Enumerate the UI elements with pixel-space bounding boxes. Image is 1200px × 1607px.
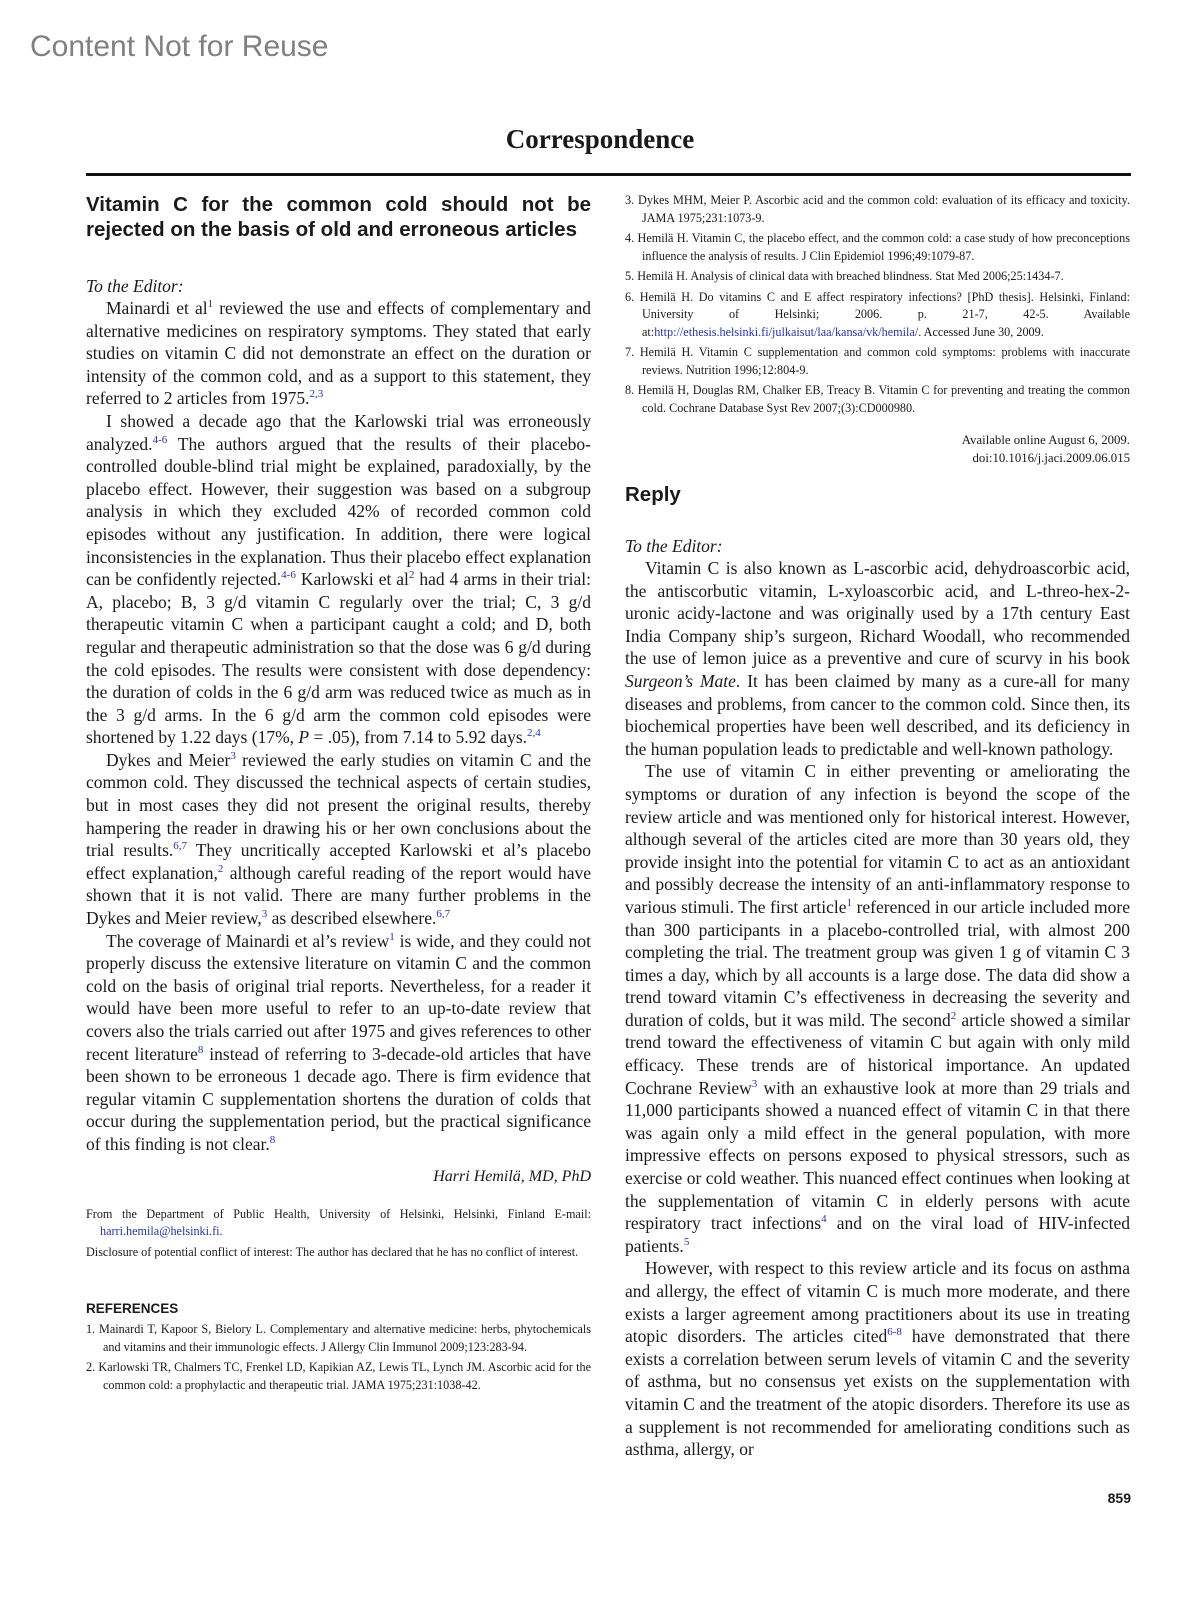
- reply-body: [625, 557, 1130, 1461]
- italic-text: P: [298, 727, 310, 748]
- reference-item: 8. Hemilä H, Douglas RM, Chalker EB, Treacy B. Vitamin C for preventing and treating the common cold. Cochrane Database Syst Rev 2007;(3):CD000980.: [625, 383, 1130, 415]
- reference-item: 1. Mainardi T, Kapoor S, Bielory L. Complementary and alternative medicine: herbs, phytochemicals and vitamins and their immunologic effects. J Allergy Clin Immunol 2009;123:283-94.: [86, 1322, 591, 1354]
- author-email-link[interactable]: harri.hemila@helsinki.fi.: [100, 1224, 223, 1239]
- citation-superscript[interactable]: 2: [217, 863, 224, 876]
- citation-superscript[interactable]: 6-8: [887, 1326, 902, 1339]
- citation-superscript[interactable]: 4: [821, 1213, 827, 1226]
- title-rule: [86, 173, 1131, 176]
- letter-salutation: To the Editor:: [86, 276, 184, 296]
- reference-item: 4. Hemilä H. Vitamin C, the placebo effect, and the common cold: a case study of how preconceptions influence the analysis of results. J Clin Epidemiol 1996;49:1079-87.: [625, 231, 1130, 263]
- citation-superscript[interactable]: 1: [207, 298, 214, 311]
- thesis-link[interactable]: http://ethesis.helsinki.fi/julkaisut/laa/kansa/vk/hemila/: [654, 324, 919, 339]
- affiliation: [86, 1206, 591, 1241]
- citation-superscript[interactable]: 4-6: [152, 433, 168, 446]
- reference-list-part-1: [86, 1321, 591, 1394]
- available-online: Available online August 6, 2009.: [961, 433, 1130, 447]
- body-paragraph: Dykes and Meier$^3$ reviewed the early studies on vitamin C and the common cold. They discussed the technical aspects of certain studies, but in most cases they did not present the original results, thereby hampering the reader in drawing his or her own conclusions about the trial results.$^{6,7}$ They uncritically accepted Karlowski et al’s placebo effect explanation,$^2$ although careful reading of the report would have shown that it is not valid. There are many further problems in the Dykes and Meier review,$^3$ as described elsewhere.$^{6,7}$: [86, 749, 592, 929]
- body-paragraph: However, with respect to this review article and its focus on asthma and allergy, the effect of vitamin C is much more moderate, and there exists a larger agreement among practitioners about its use in treating atopic disorders. The articles cited$^{6-8}$ have demonstrated that there exists a correlation between serum levels of vitamin C and the severity of asthma, but no consensus yet exists on the supplementation with vitamin C and the treatment of the atopic disorders. Therefore its use as a supplement is not recommended for ameliorating conditions such as asthma, allergy, or: [625, 1258, 1131, 1460]
- citation-superscript[interactable]: 3: [751, 1077, 758, 1090]
- italic-text: Surgeon’s Mate: [625, 670, 736, 691]
- doi: doi:10.1016/j.jaci.2009.06.015: [972, 451, 1130, 465]
- reference-text: 6. Hemilä H. Do vitamins C and E affect respiratory infections? [PhD thesis]. Helsinki, Finland: University of Helsinki; 2006. p. 21-7, 42-5. Available at:: [625, 289, 1130, 339]
- publication-info: [625, 431, 1130, 467]
- reply-title: Reply: [625, 483, 681, 506]
- reference-item: 7. Hemilä H. Vitamin C supplementation and common cold symptoms: problems with inaccurate reviews. Nutrition 1996;12:804-9.: [625, 345, 1130, 377]
- left-column: [86, 192, 591, 1397]
- citation-superscript[interactable]: 6,7: [173, 840, 188, 853]
- reference-item: [625, 289, 1130, 342]
- section-title: Correspondence: [505, 124, 695, 154]
- reference-accessed: . Accessed June 30, 2009.: [918, 324, 1044, 339]
- reference-item: 3. Dykes MHM, Meier P. Ascorbic acid and the common cold: evaluation of its efficacy and toxicity. JAMA 1975;231:1073-9.: [625, 193, 1130, 225]
- disclosure: Disclosure of potential conflict of interest: The author has declared that he has no conflict of interest.: [86, 1244, 579, 1259]
- body-paragraph: Vitamin C is also known as L-ascorbic acid, dehydroascorbic acid, the antiscorbutic vitamin, L-xyloascorbic acid, and L-threo-hex-2-uronic acidy-lactone and was originally used by a 17th century East India Company ship’s surgeon, Richard Woodall, who recommended the use of lemon juice as a preventive and cure of scurvy in his book Surgeon’s Mate. It has been claimed by many as a cure-all for many diseases and problems, from cancer to the common cold. Since then, its biochemical properties have been well described, and its deficiency in the human population leads to predictable and well-known pathology.: [625, 558, 1130, 759]
- affiliation-text: From the Department of Public Health, University of Helsinki, Helsinki, Finland E-mail:: [86, 1206, 591, 1221]
- body-paragraph: The coverage of Mainardi et al’s review$^1$ is wide, and they could not properly discuss the extensive literature on vitamin C and the common cold on the basis of original trial reports. Nevertheless, for a reader it would have been more useful to refer to an up-to-date review that covers also the trials carried out after 1975 and gives references to other recent literature$^8$ instead of referring to 3-decade-old articles that have been shown to be erroneous 1 decade ago. There is firm evidence that regular vitamin C supplementation shortens the duration of colds that occur during the supplementation period, but the practical significance of this finding is not clear.$^8$: [86, 930, 592, 1154]
- citation-superscript[interactable]: 4-6: [281, 569, 296, 582]
- body-paragraph: Mainardi et $al^1$ reviewed the use and effects of complementary and alternative medicines on respiratory symptoms. They stated that early studies on vitamin C did not demonstrate an effect on the duration or intensity of the common cold, and as a support to this statement, they referred to 2 articles from 1975.$^{2,3}$: [86, 298, 592, 409]
- references-heading: REFERENCES: [86, 1301, 179, 1317]
- citation-superscript[interactable]: 8: [197, 1043, 204, 1056]
- citation-superscript[interactable]: 3: [261, 908, 268, 921]
- citation-superscript[interactable]: 1: [389, 930, 395, 943]
- citation-superscript[interactable]: 2,4: [527, 727, 541, 740]
- reply-salutation: To the Editor:: [625, 536, 723, 556]
- citation-superscript[interactable]: 2,3: [309, 388, 324, 401]
- citation-superscript[interactable]: 2: [950, 1010, 957, 1023]
- reference-list-part-2: [625, 192, 1130, 417]
- citation-superscript[interactable]: 3: [230, 750, 236, 763]
- citation-superscript[interactable]: 2: [408, 569, 415, 582]
- reference-item: 2. Karlowski TR, Chalmers TC, Frenkel LD, Kapikian AZ, Lewis TL, Lynch JM. Ascorbic acid for the common cold: a prophylactic and therapeutic trial. JAMA 1975;231:1038-42.: [86, 1360, 591, 1392]
- citation-superscript[interactable]: 6,7: [436, 908, 451, 921]
- watermark: Content Not for Reuse: [30, 30, 329, 63]
- reference-item: 5. Hemilä H. Analysis of clinical data with breached blindness. Stat Med 2006;25:1434-7.: [625, 269, 1064, 283]
- citation-superscript[interactable]: 1: [846, 897, 853, 910]
- letter-signature: Harri Hemilä, MD, PhD: [433, 1167, 591, 1185]
- right-column: [625, 192, 1130, 1461]
- letter-body: [86, 297, 591, 1156]
- body-paragraph: The use of vitamin C in either preventing or ameliorating the symptoms or duration of any infection is beyond the scope of the review article and was mentioned only for historical interest. However, although several of the articles cited are more than 30 years old, they provide insight into the potential for vitamin C to act as an antioxidant and possibly decrease the intensity of an anti-inflammatory response to various stimuli. The first article$^1$ referenced in our article included more than 300 participants in a placebo-controlled trial, with almost 200 completing the trial. The treatment group was given 1 g of vitamin C 3 times a day, which by all accounts is a large dose. The data did show a trend toward vitamin C’s effectiveness in decreasing the severity and duration of colds, but it was mild. The second$^2$ article showed a similar trend toward the effectiveness of vitamin C but again with only mild efficacy. These trends are of historical importance. An updated Cochrane Review$^3$ with an exhaustive look at more than 29 trials and 11,000 participants showed a nuanced effect of vitamin C in that there was again only a mild effect in the general population, with more impressive effects on persons exposed to physical stressors, such as exercise or cold weather. This nuanced effect continues when looking at the supplementation of vitamin C in elderly persons with acute respiratory tract infections$^4$ and on the viral load of HIV-infected patients.$^5$: [625, 761, 1130, 1256]
- letter-title: Vitamin C for the common cold should not be rejected on the basis of old and erroneous articles: [86, 193, 591, 241]
- citation-superscript[interactable]: 8: [269, 1134, 276, 1147]
- body-paragraph: I showed a decade ago that the Karlowski trial was erroneously analyzed.$^{4-6}$ The authors argued that the results of their placebo-controlled double-blind trial might be explained, paradoxially, by the placebo effect. However, their suggestion was based on a subgroup analysis in which they excluded 42% of recorded common cold episodes without any justification. In addition, there were logical inconsistencies in the explanation. Thus their placebo effect explanation can be confidently rejected.$^{4-6}$ Karlowski et $al^2$ had 4 arms in their trial: A, placebo; B, 3 g/d vitamin C regularly over the trial; C, 3 g/d therapeutic vitamin C when a participant caught a cold; and D, both regular and therapeutic administration so that the dose was 6 g/d during the cold episodes. The results were consistent with dose dependency: the duration of colds in the 6 g/d arm was reduced twice as much as in the 3 g/d arms. In the 6 g/d arm the common cold episodes were shortened by 1.22 days (17%, P = .05), from 7.14 to 5.92 days.$^{2,4}$: [86, 410, 592, 748]
- page-number: 859: [1107, 1490, 1131, 1506]
- citation-superscript[interactable]: 5: [683, 1235, 690, 1248]
